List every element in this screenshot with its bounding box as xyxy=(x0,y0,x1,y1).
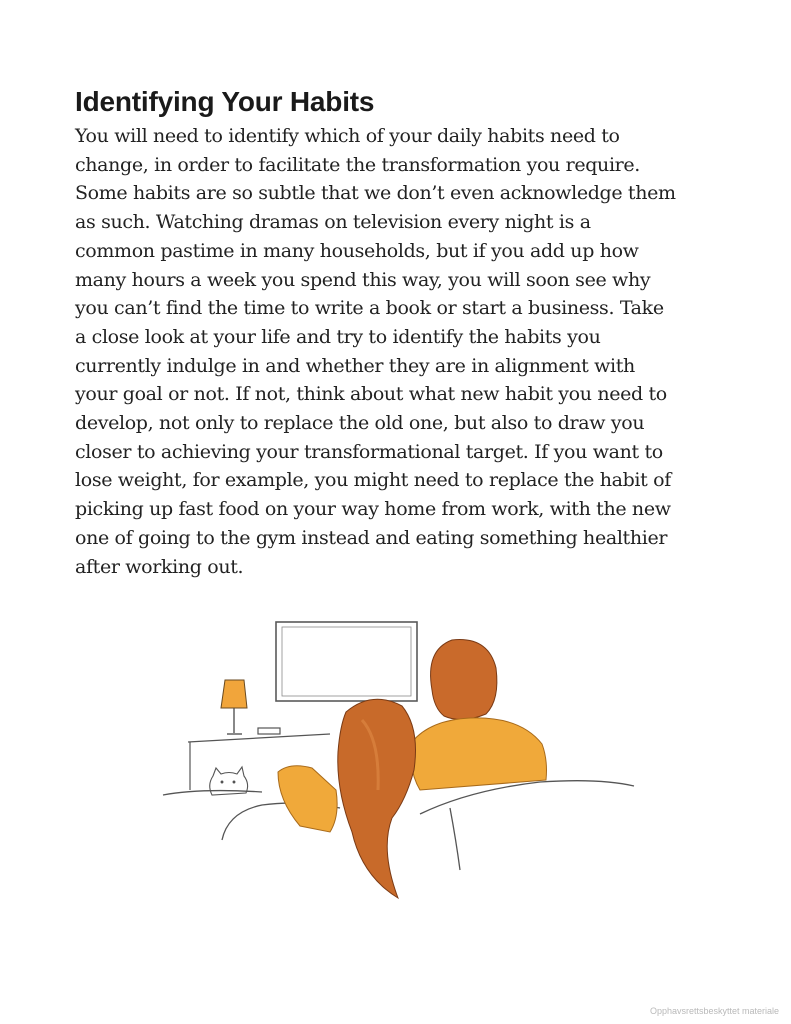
paragraph-line: common pastime in many households, but if you add up how xyxy=(75,239,639,262)
paragraph-line: picking up fast food on your way home from work, with the new xyxy=(75,498,671,521)
paragraph-line: a close look at your life and try to identify the habits you xyxy=(75,325,601,348)
paragraph-line: change, in order to facilitate the transformation you require. xyxy=(75,153,640,176)
woman-figure xyxy=(278,699,416,898)
paragraph-line: lose weight, for example, you might need to replace the habit of xyxy=(75,469,671,492)
paragraph-line: your goal or not. If not, think about what new habit you need to xyxy=(75,383,667,406)
paragraph-line: one of going to the gym instead and eating something healthier xyxy=(75,526,668,549)
paragraph-line: after working out. xyxy=(75,555,244,578)
paragraph-line: closer to achieving your transformational target. If you want to xyxy=(75,440,663,463)
paragraph-line: Some habits are so subtle that we don’t even acknowledge them xyxy=(75,182,676,205)
paragraph-line: currently indulge in and whether they are in alignment with xyxy=(75,354,635,377)
section-heading: Identifying Your Habits xyxy=(75,86,375,117)
paragraph-line: You will need to identify which of your daily habits need to xyxy=(75,125,620,147)
man-figure xyxy=(411,640,547,790)
tv-screen xyxy=(276,622,417,701)
couple-watching-tv-illustration xyxy=(150,600,670,930)
paragraph-line: you can’t find the time to write a book or start a business. Take xyxy=(75,297,664,320)
paragraph-line: many hours a week you spend this way, you will soon see why xyxy=(75,268,651,291)
copyright-watermark: Opphavsrettsbeskyttet materiale xyxy=(649,1006,779,1016)
body-paragraph xyxy=(75,122,735,581)
paragraph-line: as such. Watching dramas on television every night is a xyxy=(75,211,591,234)
paragraph-line: develop, not only to replace the old one, but also to draw you xyxy=(75,412,645,435)
lamp-icon xyxy=(221,680,247,734)
